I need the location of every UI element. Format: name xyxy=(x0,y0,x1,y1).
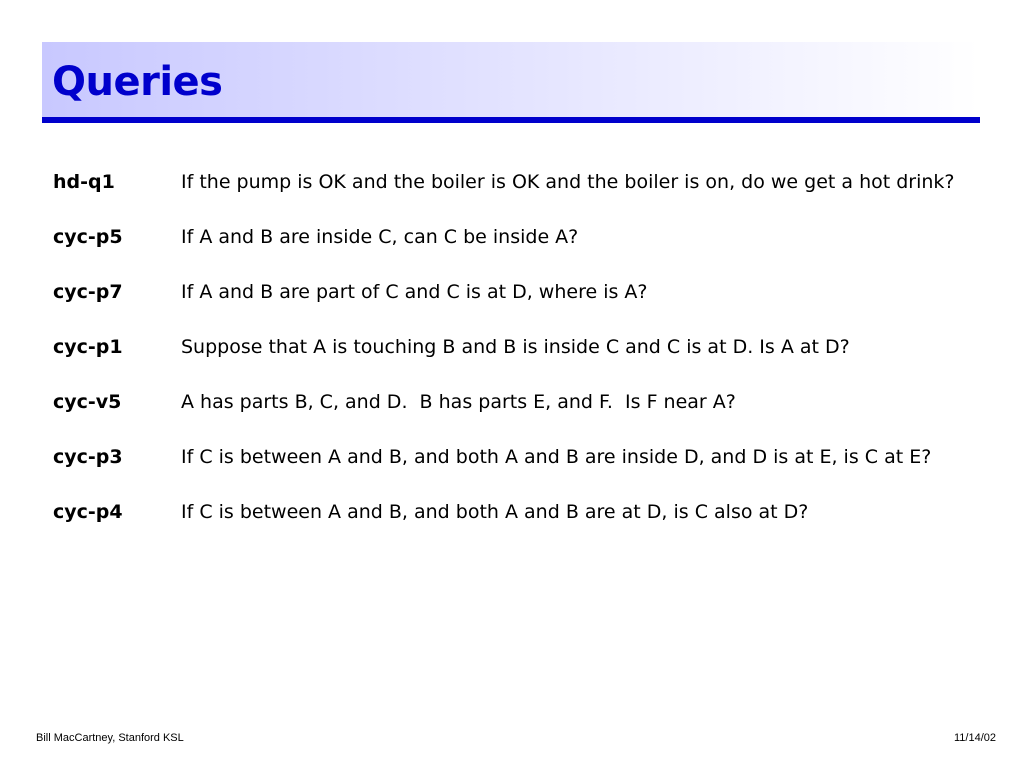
query-text: If the pump is OK and the boiler is OK and the boiler is on, do we get a hot drink? xyxy=(181,171,955,193)
query-id: cyc-p3 xyxy=(53,446,123,468)
title-underline xyxy=(42,117,980,123)
query-row xyxy=(53,499,963,526)
query-row xyxy=(53,169,963,196)
query-id: hd-q1 xyxy=(53,171,115,193)
slide-title: Queries xyxy=(52,59,223,105)
query-text: If C is between A and B, and both A and B are inside D, and D is at E, is C at E? xyxy=(181,446,932,468)
query-row xyxy=(53,279,963,306)
query-text: Suppose that A is touching B and B is inside C and C is at D. Is A at D? xyxy=(181,336,850,358)
query-id: cyc-v5 xyxy=(53,391,122,413)
query-id: cyc-p5 xyxy=(53,226,123,248)
query-row xyxy=(53,224,963,251)
footer-date: 11/14/02 xyxy=(953,732,996,744)
query-id: cyc-p1 xyxy=(53,336,123,358)
query-row xyxy=(53,444,963,471)
query-id: cyc-p4 xyxy=(53,501,123,523)
query-text: If A and B are part of C and C is at D, where is A? xyxy=(181,281,648,303)
query-row xyxy=(53,389,963,416)
footer-author: Bill MacCartney, Stanford KSL xyxy=(36,732,184,744)
query-text: A has parts B, C, and D. B has parts E, and F. Is F near A? xyxy=(181,391,736,413)
query-id: cyc-p7 xyxy=(53,281,123,303)
query-text: If C is between A and B, and both A and B are at D, is C also at D? xyxy=(181,501,809,523)
query-row xyxy=(53,334,963,361)
query-list xyxy=(53,169,963,554)
query-text: If A and B are inside C, can C be inside A? xyxy=(181,226,579,248)
